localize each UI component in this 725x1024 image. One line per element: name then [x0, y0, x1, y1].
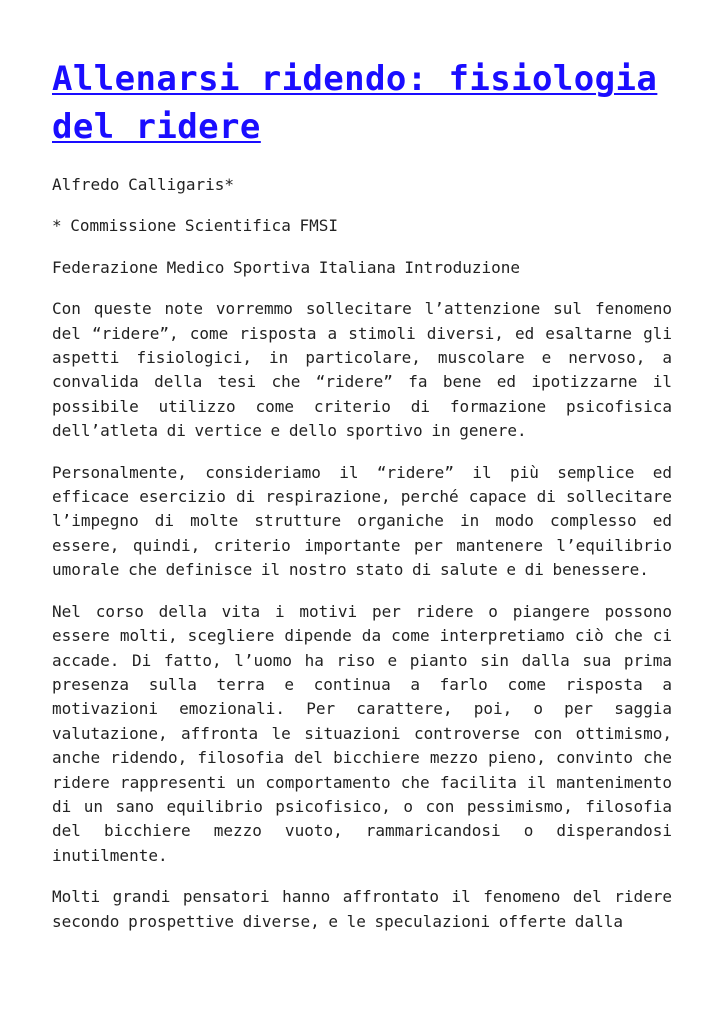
author-name: Alfredo Calligaris* [52, 175, 235, 194]
body-paragraph-3: Nel corso della vita i motivi per ridere o piangere possono essere molti, scegliere dipende da come interpretiamo ciò che ci accade. Di fatto, l’uomo ha riso e pianto sin dalla sua prima presenza sulla terra e continua a farlo come risposta a motivazioni emozionali. Per carattere, poi, o per saggia valutazione, affronta le situazioni controverse con ottimismo, anche ridendo, filosofia del bicchiere mezzo pieno, convinto che ridere rappresenti un comportamento che facilita il mantenimento di un sano equilibrio psicofisico, o con pessimismo, filosofia del bicchiere mezzo vuoto, rammaricandosi o disperandosi inutilmente. [52, 601, 672, 865]
body-paragraph-4: Molti grandi pensatori hanno affrontato il fenomeno del ridere secondo prospettive diverse, e le speculazioni offerte dalla [52, 887, 672, 931]
article-title [52, 55, 672, 151]
body-paragraph-1: Con queste note vorremmo sollecitare l’attenzione sul fenomeno del “ridere”, come risposta a stimoli diversi, ed esaltarne gli aspetti fisiologici, in particolare, muscolare e nervoso, a convalida della tesi che “ridere” fa bene ed ipotizzarne il possibile utilizzo come criterio di formazione psicofisica dell’atleta di vertice e dello sportivo in genere. [52, 299, 672, 441]
article-title-link[interactable]: Allenarsi ridendo: fisiologia del ridere [52, 59, 658, 147]
affiliation-note: * Commissione Scientifica FMSI [52, 216, 338, 236]
federation-line: Federazione Medico Sportiva Italiana Introduzione [52, 257, 521, 277]
body-paragraph-2: Personalmente, consideriamo il “ridere” il più semplice ed efficace esercizio di respirazione, perché capace di sollecitare l’impegno di molte strutture organiche in modo complesso ed essere, quindi, criterio importante per mantenere l’equilibrio umorale che definisce il nostro stato di salute e di benessere. [52, 462, 672, 580]
article-page [52, 0, 672, 934]
